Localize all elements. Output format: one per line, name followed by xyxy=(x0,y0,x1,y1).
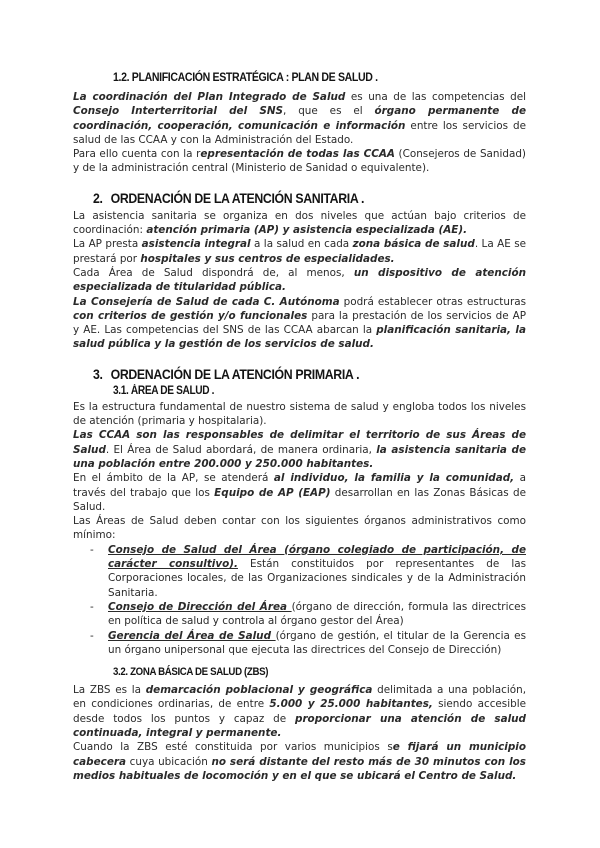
text-emphasis: Consejo de Dirección del Área xyxy=(108,600,292,613)
heading-text: ORDENACIÓN DE LA ATENCIÓN PRIMARIA . xyxy=(110,365,360,382)
text: desarrollan en las Zonas Básicas de Salud. xyxy=(73,486,526,513)
text: , que es el xyxy=(283,105,375,118)
paragraph-ambito-ap xyxy=(73,471,526,514)
text: La AP presta xyxy=(73,238,142,251)
heading-number: 2. xyxy=(93,189,103,206)
text-emphasis: Gerencia del Área de Salud xyxy=(108,629,276,642)
heading-1-2: 1.2. PLANIFICACIÓN ESTRATÉGICA : PLAN DE SALUD . xyxy=(113,70,378,84)
text: cuya ubicación xyxy=(126,755,212,768)
text: siendo accesible desde todos los puntos y capaz de xyxy=(73,698,526,725)
text-emphasis: planificación sanitaria, la salud pública y la gestión de los servicios de salud. xyxy=(73,324,526,351)
text-emphasis: con criterios de gestión y/o funcionales xyxy=(73,309,308,322)
paragraph-ccaa-areas xyxy=(73,428,526,471)
text-emphasis: La coordinación del Plan Integrado de Salud xyxy=(73,91,346,103)
list-item xyxy=(90,629,526,658)
text: a través del trabajo que los xyxy=(73,472,526,499)
heading-text: ORDENACIÓN DE LA ATENCIÓN SANITARIA . xyxy=(110,189,365,206)
text: Para ello cuenta con la r xyxy=(73,148,201,161)
text-emphasis: epresentación de todas las CCAA xyxy=(200,148,395,161)
text-emphasis: Equipo de AP (EAP) xyxy=(214,486,331,499)
text-emphasis: La Consejería de Salud de cada C. Autónoma xyxy=(73,295,340,308)
text-emphasis: la asistencia sanitaria de una población entre 200.000 y 250.000 habitantes. xyxy=(73,443,526,470)
text: es una de las competencias del xyxy=(345,91,526,103)
heading-number: 3. xyxy=(93,365,103,382)
document-content xyxy=(73,70,526,783)
text-emphasis: proporcionar una atención de salud continuada, integral y permanente. xyxy=(73,712,526,739)
text: Cuando la ZBS esté constituida por varios municipios s xyxy=(73,741,393,754)
text: Cada Área de Salud dispondrá de, al menos, xyxy=(73,266,354,279)
text: para la prestación de los servicios de AP y AE. Las competencias del SNS de las CCAA abarcan la xyxy=(73,309,527,337)
paragraph-area-dispositivo xyxy=(73,266,526,295)
text-emphasis: hospitales y sus centros de especialidades. xyxy=(140,252,395,265)
dash-bullet: - xyxy=(90,600,94,613)
text: (órgano de gestión, el titular de la Gerencia es un órgano unipersonal que ejecuta las directrices del Consejo de Dirección) xyxy=(108,629,526,656)
paragraph-niveles xyxy=(73,209,526,238)
text-emphasis: e fijará un municipio cabecera xyxy=(73,741,527,768)
list-item xyxy=(90,543,526,600)
paragraph-estructura: Es la estructura fundamental de nuestro sistema de salud y engloba todos los niveles de atención (primaria y hospitalaria). xyxy=(73,400,526,428)
heading-3-1: 3.1. ÁREA DE SALUD . xyxy=(113,384,215,397)
text-emphasis: 5.000 y 25.000 habitantes, xyxy=(269,698,433,711)
text-emphasis: no será distante del resto más de 30 minutos con los medios habituales de locomoción y en el que se ubicará el Centro de Salud. xyxy=(73,755,526,782)
text-emphasis: atención primaria (AP) y asistencia especializada (AE). xyxy=(146,224,468,237)
dash-bullet: - xyxy=(90,629,94,642)
text: La ZBS es la xyxy=(73,684,146,697)
organos-list xyxy=(73,543,526,657)
text: Están constituidos por representantes de las Corporaciones locales, de las Organizaciones sindicales y de la Administración Sanitaria. xyxy=(108,558,526,599)
paragraph-municipios xyxy=(73,740,526,783)
text-emphasis: Consejo de Salud del Área (órgano colegiado de participación, de carácter consultivo). xyxy=(108,543,526,571)
text: . El Área de Salud abordará, de manera ordinaria, xyxy=(105,443,377,456)
paragraph-representacion xyxy=(73,147,526,176)
dash-bullet: - xyxy=(90,543,94,556)
list-item xyxy=(90,600,526,629)
heading-2 xyxy=(93,190,474,206)
text: (Consejeros de Sanidad) y de la administración central (Ministerio de Sanidad o equivalente). xyxy=(73,148,526,175)
paragraph-zbs xyxy=(73,683,526,740)
paragraph-ap-ae xyxy=(73,237,526,266)
text-emphasis: Consejo Interterritorial del SNS xyxy=(73,105,284,118)
heading-3 xyxy=(93,366,474,382)
text-emphasis: órgano permanente de coordinación, cooperación, comunicación e información xyxy=(73,105,526,132)
text: En el ámbito de la AP, se atenderá xyxy=(73,472,274,485)
text-emphasis: un dispositivo de atención especializada de titularidad pública. xyxy=(73,266,527,294)
text: La asistencia sanitaria se organiza en dos niveles que actúan bajo criterios de coordinación: xyxy=(73,209,526,237)
text-emphasis: asistencia integral xyxy=(141,238,251,251)
text-emphasis: zona básica de salud xyxy=(352,238,475,251)
heading-3-2: 3.2. ZONA BÁSICA DE SALUD (ZBS) xyxy=(113,666,269,679)
paragraph-organos: Las Áreas de Salud deben contar con los siguientes órganos administrativos como mínimo: xyxy=(73,515,526,542)
text: . La AE se prestará por xyxy=(73,238,527,265)
text: podrá establecer otras estructuras xyxy=(339,295,526,308)
text: (órgano de dirección, formula las directrices en política de salud y controla al órgano gestor del Área) xyxy=(108,600,526,628)
paragraph-consejeria xyxy=(73,295,526,352)
text-emphasis: demarcación poblacional y geográfica xyxy=(145,684,373,697)
text: delimitada a una población, en condiciones ordinarias, de entre xyxy=(73,684,526,711)
text: a la salud en cada xyxy=(250,238,353,251)
text: entre los servicios de salud de las CCAA y con la Administración del Estado. xyxy=(73,119,526,146)
text-emphasis: al individuo, la familia y la comunidad, xyxy=(273,472,515,485)
paragraph-coordinacion xyxy=(73,90,526,147)
text-emphasis: Las CCAA son las responsables de delimitar el territorio de sus Áreas de Salud xyxy=(73,429,526,456)
